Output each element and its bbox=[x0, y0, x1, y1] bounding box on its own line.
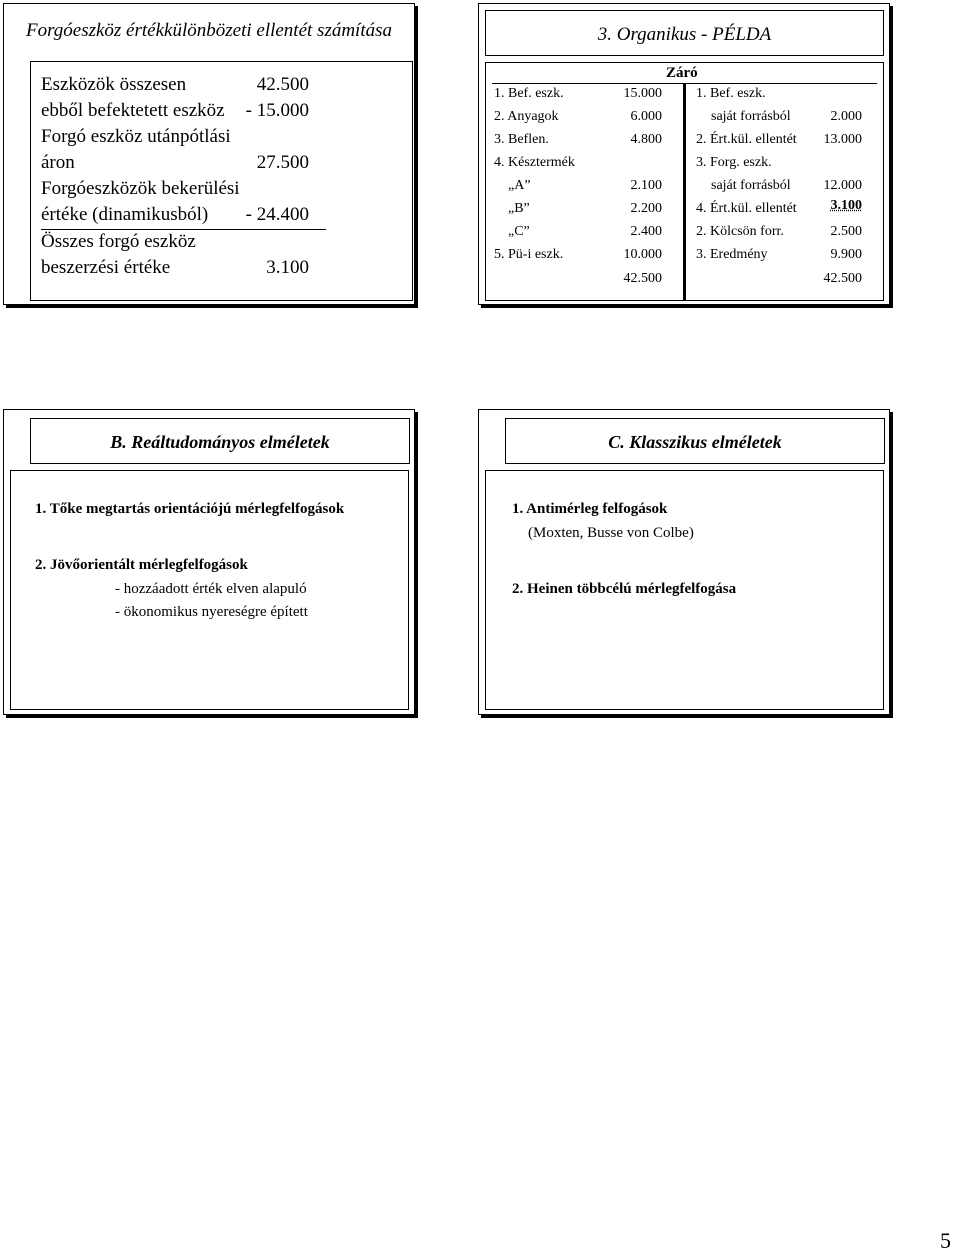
theory-item: 1. Antimérleg felfogások bbox=[512, 501, 668, 517]
liability-label: 3. Forg. eszk. bbox=[696, 155, 772, 170]
asset-label: 5. Pü-i eszk. bbox=[494, 247, 564, 262]
asset-value: 15.000 bbox=[623, 86, 662, 101]
slide2-title-box bbox=[485, 10, 884, 56]
asset-label: „A” bbox=[508, 178, 531, 193]
asset-value: 6.000 bbox=[630, 109, 662, 124]
slide-organic-example bbox=[478, 3, 890, 305]
liability-label: 4. Ért.kül. ellentét bbox=[696, 201, 797, 216]
asset-total: 42.500 bbox=[623, 271, 662, 286]
liability-value-highlight: 3.100 bbox=[830, 198, 862, 213]
asset-value: 2.100 bbox=[630, 178, 662, 193]
liability-label: 2. Ért.kül. ellentét bbox=[696, 132, 797, 147]
asset-label: 4. Késztermék bbox=[494, 155, 575, 170]
theory-item: 2. Heinen többcélú mérlegfelfogása bbox=[512, 581, 737, 597]
slide4-title: C. Klasszikus elméletek bbox=[608, 432, 782, 452]
asset-value: 2.200 bbox=[630, 201, 662, 216]
row-label: Összes forgó eszköz bbox=[41, 231, 196, 252]
asset-label: „C” bbox=[508, 224, 530, 239]
row-label: áron bbox=[41, 152, 75, 173]
liability-label: saját forrásból bbox=[711, 109, 791, 124]
sum-rule bbox=[41, 229, 326, 230]
theory-subitem: - ökonomikus nyereségre épített bbox=[115, 604, 308, 620]
slide-value-difference bbox=[3, 3, 415, 305]
balance-divider bbox=[683, 83, 686, 301]
liability-label: 1. Bef. eszk. bbox=[696, 86, 766, 101]
row-label: Forgóeszközök bekerülési bbox=[41, 178, 240, 199]
asset-label: 3. Beflen. bbox=[494, 132, 549, 147]
row-value: - 24.400 bbox=[245, 204, 309, 225]
asset-value: 10.000 bbox=[623, 247, 662, 262]
row-label: Forgó eszköz utánpótlási bbox=[41, 126, 231, 147]
balance-sheet bbox=[485, 62, 884, 301]
asset-value: 2.400 bbox=[630, 224, 662, 239]
liability-label: saját forrásból bbox=[711, 178, 791, 193]
slide3-body bbox=[10, 470, 409, 710]
row-value: - 15.000 bbox=[245, 100, 309, 121]
slide3-title-box bbox=[30, 418, 410, 464]
theory-item: 1. Tőke megtartás orientációjú mérlegfelfogások bbox=[35, 501, 345, 517]
liability-value: 2.500 bbox=[830, 224, 862, 239]
asset-label: 1. Bef. eszk. bbox=[494, 86, 564, 101]
slide2-title: 3. Organikus - PÉLDA bbox=[597, 24, 772, 45]
asset-value: 4.800 bbox=[630, 132, 662, 147]
row-label: ebből befektetett eszköz bbox=[41, 100, 225, 121]
row-label: értéke (dinamikusból) bbox=[41, 204, 209, 225]
liability-value: 2.000 bbox=[830, 109, 862, 124]
theory-note: (Moxten, Busse von Colbe) bbox=[528, 525, 694, 541]
liability-value: 9.900 bbox=[830, 247, 862, 262]
liability-value: 13.000 bbox=[823, 132, 862, 147]
slide1-body bbox=[30, 61, 413, 301]
row-label: Eszközök összesen bbox=[41, 74, 187, 95]
theory-subitem: - hozzáadott érték elven alapuló bbox=[115, 581, 307, 597]
row-value: 3.100 bbox=[266, 257, 309, 278]
row-value: 27.500 bbox=[256, 152, 309, 173]
page-number: 5 bbox=[940, 1228, 951, 1253]
asset-label: „B” bbox=[508, 201, 530, 216]
slide1-title: Forgóeszköz értékkülönbözeti ellentét számítása bbox=[25, 20, 393, 41]
liability-total: 42.500 bbox=[823, 271, 862, 286]
asset-label: 2. Anyagok bbox=[494, 109, 559, 124]
slide4-body bbox=[485, 470, 884, 710]
slide-real-science-theories bbox=[3, 409, 415, 715]
theory-item: 2. Jövőorientált mérlegfelfogások bbox=[35, 557, 248, 573]
slide4-title-box bbox=[505, 418, 885, 464]
liability-label: 2. Kölcsön forr. bbox=[696, 224, 784, 239]
liability-label: 3. Eredmény bbox=[696, 247, 768, 262]
slide-classic-theories bbox=[478, 409, 890, 715]
liability-value: 12.000 bbox=[823, 178, 862, 193]
balance-header: Záró bbox=[666, 65, 698, 81]
row-value: 42.500 bbox=[256, 74, 309, 95]
row-label: beszerzési értéke bbox=[41, 257, 171, 278]
slide3-title: B. Reáltudományos elméletek bbox=[110, 432, 330, 452]
